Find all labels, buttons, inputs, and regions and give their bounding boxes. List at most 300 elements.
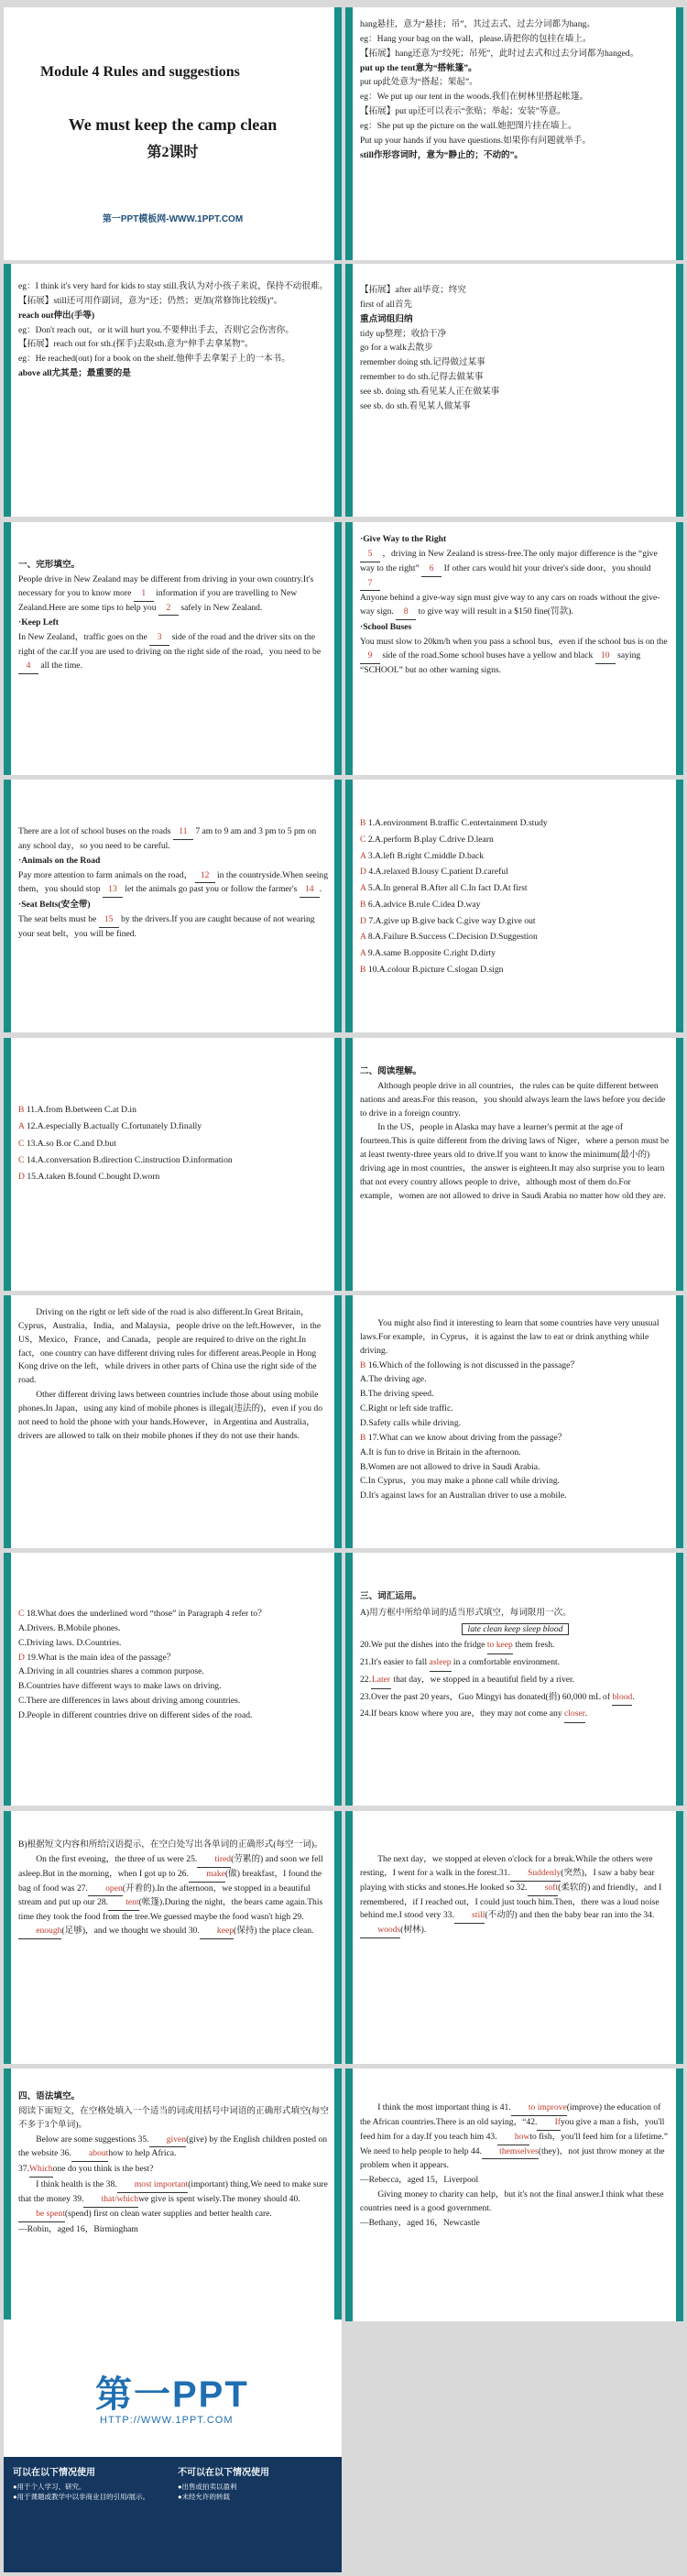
paragraph [18,2178,329,2222]
options: 2.A.perform B.play C.drive D.learn [367,834,494,845]
text-line: put up此处意为“搭起；架起”。 [360,77,478,88]
paragraph [18,573,329,617]
blank-9: 9 [360,649,380,664]
option-row [360,914,671,930]
text: On the first evening，the three of us were 25. [36,1853,198,1864]
paragraph: In the US，people in Alaska may have a learner's permit at the age of fourteen.This is quite different from the driving laws of Niger，where a person must be at least twenty-three years old to drive.If you want to know the minimum(最小的) driving age in most countries，the answer is eighteen.It may also surprise you to learn that not every country allows people to drive，although most of them do.For example，women are not allowed to drive in Saudi Arabia no matter how old they are. [360,1122,670,1201]
slide-reading-3 [345,1295,683,1548]
instruction: A)用方框中所给单词的适当形式填空，每词限用一次。 [360,1607,572,1618]
text-line: hang悬挂，意为“悬挂；吊”，其过去式、过去分词都为hang。 [360,19,595,29]
option: A.The driving age. [360,1374,427,1385]
options: 7.A.give up B.give back C.give way D.give out [368,915,536,926]
options: 10.A.colour B.picture C.slogan D.sign [367,965,504,976]
slide-border [676,7,683,260]
blank-6: 6 [421,562,442,577]
slide-vocab-still [4,264,342,517]
text: in a comfortable environment. [453,1657,561,1668]
text: 7 am to 9 am and 3 pm to 5 pm on any school day，so you need to be careful. [18,826,317,851]
option-row [360,816,671,832]
answer: blood [612,1690,632,1707]
answer-32: soft [528,1882,559,1896]
options: 15.A.taken B.found C.bought D.worn [27,1172,160,1183]
slide-border [4,264,11,517]
slide-border [345,1811,353,2064]
answer-38: most important [117,2178,189,2193]
module-heading: Module 4 Rules and suggestions [40,64,240,80]
text: (帐篷).During the night，the bears came again.This time they took the food from the tree.We guessed maybe the food wasn't high 29. [18,1897,323,1923]
question [18,1608,329,1621]
option: A.It is fun to drive in Britain in the afternoon. [360,1446,521,1457]
word-box: late clean keep sleep blood [462,1623,570,1635]
slide-border [334,264,342,517]
paragraph: Driving on the right or left side of the road is also different.In Great Britain，Cyprus，Australia，India，and Malaysia，people drive on the left.However，in the US，Mexico，France，and Canada，people are required to drive on the right.In fact，one country can have different driving rules for different areas.People in Hong Kong drive on the left，while drivers in other parts of China use the right side of the road. [18,1307,322,1386]
text: (做) breakfast，I found the bag of food was 27. [18,1868,322,1894]
answer: A [360,932,366,943]
options: 1.A.environment B.traffic C.entertainment D.study [367,818,548,828]
text: safely in New Zealand. [180,602,263,613]
option-row [360,881,671,897]
text-line: eg：Hang your bag on the wall，please.请把你的包挂在墙上。 [360,33,592,44]
subheading: ·Keep Left [18,617,59,628]
disallowed-line: ●未经允许的转载 [178,2493,231,2501]
slide-border [4,1038,11,1291]
slide-border [345,7,353,260]
text-line: 【拓展】reach out for sth.(探手)去取sth.意为“伸手去拿某物”。 [18,339,254,350]
brand-logo: 第一PPT [95,2374,249,2415]
blank-3: 3 [149,631,169,646]
option: A.Drivers. B.Mobile phones. [18,1622,121,1633]
text: to give way will result in a $150 fine(罚款). [418,606,573,617]
text-line: 【拓展】put up还可以表示“张贴；举起；安装”等意。 [360,106,566,117]
slide-border [4,1553,11,1806]
text: all the time. [40,660,82,671]
text: I think health is the 38. [36,2179,117,2190]
slide-border [334,1553,342,1806]
answer-30: keep [200,1925,234,1939]
text: The next day，we stopped at eleven o'clock for a break.While the others were resting，I went for a walk in the forest.31. [360,1854,653,1878]
answer-37: Which [29,2163,53,2178]
question [360,1432,671,1446]
question-text: 18.What does the underlined word “those” in Paragraph 4 refer to？ [26,1609,267,1619]
slide-border [334,780,342,1032]
text-line: remember to do sth.记得去做某事 [360,372,484,383]
disallowed-line: ●出售或拍卖以盈利 [178,2483,237,2491]
answer: D [18,1652,25,1663]
slide-content [360,1853,671,1939]
answer: C [18,1609,25,1619]
paragraph [18,2134,329,2163]
slide-border [4,780,11,1032]
slide-content [360,816,671,979]
option-row [18,1152,329,1168]
subheading: ·Seat Belts(安全带) [18,900,91,911]
answer-33: still [454,1909,485,1924]
item [360,1655,671,1672]
text: 22. [360,1674,371,1685]
slide-grammar-1 [4,2068,342,2321]
options: 3.A.left B.right C.middle D.back [367,850,485,861]
options: 12.A.especially B.actually C.fortunately D.finally [26,1121,202,1132]
text: information if you are travelling to New Zealand.Here are some tips to help you [18,587,298,613]
options: 6.A.advice B.rule C.idea D.way [367,899,481,910]
slide-border [345,264,353,517]
text-line: see sb. do sth.看见某人做某事 [360,400,471,411]
slide-border [345,2068,353,2321]
slide-cloze-1 [4,522,342,775]
option-row [360,865,671,880]
text-line: 【拓展】hang还意为“绞死；吊死”，此时过去式和过去分词都为hanged。 [360,48,639,59]
slide-border [676,1295,683,1548]
text-line: go for a walk去散步 [360,343,433,354]
slide-cloze-2 [345,522,683,775]
slide-border [4,1295,11,1548]
subheading: ·Give Way to the Right [360,534,447,544]
blank-4: 4 [18,660,38,674]
paragraph [18,1853,329,1939]
text: one do you think is the best? [52,2164,154,2175]
slide-cloze-3 [4,780,342,1032]
option-row [18,1136,329,1152]
paragraph [360,1853,671,1938]
option-row [360,849,671,865]
text: (劳累的) and soon we fell asleep.But in the morning，when I got up to 26. [18,1853,323,1879]
section-heading: 二、阅读理解。 [360,1066,422,1076]
lesson-title: We must keep the camp clean [68,115,278,134]
paragraph: Other different driving laws between countries include those about using mobile phones.In Japan，using any kind of mobile phones is illegal(违法的)，even if you do not need to hold the phone with your hands.However，in Argentina and Australia，drivers are allowed to talk on their mobile phones if they do not use their hands. [18,1390,322,1441]
answer-26: make [189,1868,225,1883]
option-row [360,946,671,962]
item [360,1673,671,1689]
slide-vocab-use-b1 [4,1811,342,2064]
slide-cloze-options-1 [345,780,683,1032]
answer: asleep [430,1655,452,1672]
answer-31: Suddenly [510,1867,561,1882]
options: 14.A.conversation B.direction C.instruction D.information [26,1154,233,1165]
option-row [18,1169,329,1184]
question [360,1359,671,1373]
text: 23.Over the past 20 years，Guo Mingyi has donated(捐) 60,000 mL of [360,1691,611,1702]
text-line: eg：She put up the picture on the wall.她把图片挂在墙上。 [360,121,577,132]
paragraph [360,548,671,592]
blank-1: 1 [134,587,154,602]
answer-27: open [88,1883,123,1897]
option: C.Driving laws. D.Countries. [18,1637,122,1648]
slide-border [676,1553,683,1806]
answer: closer [564,1707,585,1723]
text: how to help Africa. [108,2148,177,2159]
options: 11.A.from B.between C.at D.in [26,1105,136,1115]
signature: —Bethany，aged 16，Newcastle [360,2217,480,2228]
slide-border [334,1811,342,2064]
slide-content [360,2101,671,2232]
option-row [360,833,671,848]
text: (they)，not just throw money at the problem when it appears. [360,2145,665,2171]
item: 24.If bears know where you are，they may not come any closer. [360,1707,671,1723]
option: B.Countries have different ways to make laws on driving. [18,1681,222,1692]
text: People drive in New Zealand may be different from driving in your own country.It's necessary for you to know more [18,573,314,598]
slide-border [334,1295,342,1548]
slide-border [676,1811,683,2064]
text: (保持) the place clean. [234,1926,314,1937]
text-line: first of all首先 [360,299,413,310]
slide-cloze-options-2 [4,1038,342,1291]
answer: Later [371,1673,391,1689]
slide-reading-1 [345,1038,683,1291]
answer-39: that/which [83,2193,138,2208]
text: saying “SCHOOL” but no other warning signs. [360,649,641,675]
options: 5.A.In general B.After all C.In fact D.At first [367,883,528,894]
blank-8: 8 [396,606,416,620]
slide-vocab-use-b2 [345,1811,683,2064]
answer: to keep [487,1638,513,1654]
option-row [18,1119,329,1134]
text: 37. [18,2164,29,2175]
option: A.Driving in all countries shares a common purpose. [18,1666,204,1677]
item: 23.Over the past 20 years，Guo Mingyi has donated(捐) 60,000 mL of blood. [360,1690,671,1707]
text: (树林). [400,1925,427,1936]
text: we give is spent wisely.The money should 40. [138,2194,300,2205]
slide-reading-2 [4,1295,342,1548]
usage-panel [4,2457,342,2572]
slide-title [4,7,342,260]
question-text: 17.What can we know about driving from the passage？ [367,1432,567,1443]
blank-15: 15 [99,913,119,928]
text: Pay more attention to farm animals on the road， [18,869,193,880]
option: C.Right or left side traffic. [360,1403,453,1414]
slide-border [4,522,11,775]
item [360,1638,671,1654]
answer-28: tent [108,1896,139,1911]
text: (足够)，and we thought we should 30. [61,1926,200,1937]
answer: A [360,850,366,861]
text: In New Zealand，traffic goes on the [18,632,147,643]
text: If other cars would hit your driver's side door，you should [443,562,651,573]
text-line: eg：Don't reach out，or it will hurt you.不要伸出手去，否则它会伤害你。 [18,324,294,335]
blank-11: 11 [173,825,193,840]
slide-border [676,264,683,517]
answer: D [360,915,366,926]
text: by the drivers.If you are caught because of not wearing your seat belt，you will be fined. [18,914,315,940]
option: C.There are differences in laws about driving among countries. [18,1696,241,1707]
slide-border [345,1038,353,1291]
slide-reading-4 [4,1553,342,1806]
options: 8.A.Failure B.Success C.Decision D.Suggestion [367,932,538,943]
text: (开着的).In the afternoon，we stopped in a beautiful stream and put up our 28. [18,1883,311,1908]
answer-44: themselves [482,2145,539,2160]
text: Anyone behind a give-way sign must give way to any cars on roads without the give-way sign. [360,593,660,617]
text: (柔软的) and friendly，and I remembered，if I reached out，I could just touch him.Then，there was a loud noise behind me.I stood very 33. [360,1882,662,1921]
paragraph [360,636,671,678]
answer: A [360,883,366,894]
paragraph [18,2163,329,2178]
options: 9.A.same B.opposite C.right D.dirty [367,948,496,959]
slide-border [334,2068,342,2321]
answer-36: about [71,2147,109,2162]
answer: D [360,867,366,878]
slide-border [334,522,342,775]
slide-content [18,1839,329,1940]
answer: B [360,965,366,976]
answer-42: If [537,2116,561,2131]
answer: B [360,1359,366,1370]
paragraph [360,592,671,620]
text: let the animals go past you or follow the farmer's [125,884,298,895]
text: There are a lot of school buses on the roads [18,826,171,836]
paragraph: You might also find it interesting to learn that some countries have very unusual laws.For example，in Cyprus，it is against the law to eat or drink anything while driving. [360,1318,660,1356]
blank-5: 5 [360,548,380,562]
answer: B [18,1105,25,1115]
answer: A [360,948,366,959]
text: side of the road and the driver sits on the right of the car.If you are used to driving on the right side of the road，you need to be [18,632,322,658]
disallowed-column [178,2464,324,2502]
text: side of the road.Some school buses have a yellow and black [382,649,594,660]
slide-border [676,1038,683,1291]
disallowed-title: 不可以在以下情况使用 [178,2468,269,2478]
text: in the countryside.When seeing them，you should stop [18,869,328,895]
option: B.The driving speed. [360,1389,434,1400]
answer-34: woods [360,1924,400,1938]
text-line: 【拓展】still还可用作副词，意为“还；仍然；更加(常修饰比较级)”。 [18,295,283,306]
text: (important) thing.We need to make sure that the money 39. [18,2179,328,2205]
slide-content [18,280,329,382]
blank-14: 14 [300,883,320,898]
answer: B [360,1432,366,1443]
slide-border [676,522,683,775]
slide-content [360,1065,671,1205]
text: you give a man a fish，you'll feed him for a day.If you teach him 43. [360,2116,665,2142]
option-row [18,1102,329,1118]
text: Below are some suggestions 35. [36,2134,149,2145]
signature: —Rebecca，aged 15，Liverpool [360,2175,479,2186]
paragraph [18,825,329,854]
text: 20.We put the dishes into the fridge [360,1640,485,1651]
slide-phrases [345,264,683,517]
text-line: put up the tent意为“搭帐篷”。 [360,62,477,73]
text-line: Put up your hands if you have questions.如果你有问题就举手。 [360,135,592,146]
text: (improve) the education of the African countries.There is an old saying，“42. [360,2102,661,2127]
text-line: see sb. doing sth.看见某人正在做某事 [360,387,500,398]
options: 13.A.so B.or C.and D.but [26,1138,116,1149]
text-line: eg：We put up our tent in the woods.我们在树林里搭起帐篷。 [360,92,589,103]
blank-12: 12 [195,869,215,884]
slide-content [18,1102,329,1185]
allowed-line: ●用于个人学习、研究。 [13,2483,86,2491]
slide-content [360,533,671,679]
slide-border [345,780,353,1032]
option-row [360,930,671,945]
slide-border [345,1295,353,1548]
text-line: tidy up整理；收拾干净 [360,328,447,339]
text: (不动的) and then the baby bear ran into the 34. [485,1910,655,1921]
text: I think the most important thing is 41. [377,2102,511,2112]
brand-url: HTTP://WWW.1PPT.COM [100,2415,234,2426]
answer: C [360,834,366,845]
slide-content [18,825,329,943]
slide-border [4,2068,11,2321]
section-heading: 三、词汇运用。 [360,1591,422,1601]
slide-content [360,284,671,415]
text-line: eg：He reached(out) for a book on the shelf.他伸手去拿架子上的一本书。 [18,354,290,365]
allowed-title: 可以在以下情况使用 [13,2468,95,2478]
option-row [360,963,671,978]
text-line: 【拓展】after all毕竟；终究 [360,285,466,295]
options: 4.A.relaxed B.lousy C.patient D.careful [368,867,508,878]
slide-vocab-use-a [345,1553,683,1806]
text: You must slow to 20km/h when you pass a school bus，even if the school bus is on the [360,637,668,648]
lesson-number: 第2课时 [147,145,199,160]
answer: C [18,1154,25,1165]
slide-logo [4,2319,342,2572]
allowed-line: ●用于课题或教学中以非商业目的引用/展示。 [13,2493,150,2501]
text-line: remember doing sth.记得做过某事 [360,357,485,368]
text: (give) by the English children posted on the website 36. [18,2134,328,2159]
text-line: 重点词组归纳 [360,313,413,324]
text: to fish，you'll feed him for a lifetime.” We need to help people to help 44. [360,2131,669,2156]
slide-content [360,1317,671,1504]
answer: A [18,1121,25,1132]
slide-grammar-2 [345,2068,683,2321]
text: (突然)，I saw a baby bear playing with sticks and stones.He looked so 32. [360,1867,655,1893]
question-text: 19.What is the main idea of the passage？ [27,1652,176,1663]
slide-border [345,1553,353,1806]
paragraph: Pay more attention to farm animals on the road， 12 in the countryside.When seeing them，you should stop 13 let the animals go past you or follow the farmer's 14 . [18,869,329,899]
answer: B [360,818,366,828]
answer-40: be spent [18,2208,65,2222]
slide-content [360,1589,671,1724]
paragraph: Giving money to charity can help，but it's not the final answer.I think what these countries need is a good government. [360,2189,664,2214]
slide-vocab-hang [345,7,683,260]
slide-content [360,18,671,164]
answer-41: to improve [511,2101,567,2116]
answer: B [360,899,366,910]
blank-10: 10 [595,649,616,664]
answer-43: how [497,2131,530,2145]
answer-29: enough [18,1925,61,1939]
text: (spend) first on clean water supplies and better health care. [64,2208,272,2219]
text-line: eg：I think it's very hard for kids to stay still.我认为对小孩子来说，保持不动很难。 [18,281,329,291]
section-heading: 四、语法填空。 [18,2091,81,2101]
slide-border [4,1811,11,2064]
subheading: ·Animals on the Road [18,855,101,866]
question-text: 16.Which of the following is not discussed in the passage？ [367,1359,580,1370]
slide-content [18,1306,329,1445]
slide-border [345,522,353,775]
signature: —Robin，aged 16，Birmingham [18,2223,138,2234]
slide-border [676,2068,683,2321]
subheading: ·School Buses [360,622,412,633]
slide-border [334,1038,342,1291]
text: 24.If bears know where you are，they may not come any [360,1708,562,1719]
text: them fresh. [515,1640,555,1651]
question [18,1652,329,1665]
answer-35: given [149,2134,187,2148]
option-row [360,898,671,913]
section-heading: 一、完形填空。 [18,560,81,570]
text-line: above all尤其是；最重要的是 [18,368,131,379]
slide-border [676,780,683,1032]
text: that day，we stopped in a beautiful field by a river. [393,1674,575,1685]
paragraph: Although people drive in all countries，the rules can be quite different between nations and areas.For this reason，you should always learn the laws before you decide to drive in a foreign country. [360,1080,666,1119]
blank-7: 7 [360,577,380,592]
option: D.People in different countries drive on different sides of the road. [18,1710,253,1721]
option: C.In Cyprus，you may make a phone call while driving. [360,1476,560,1487]
slide-content [18,2090,329,2238]
blank-2: 2 [158,602,179,617]
text-line: still作形容词时，意为“静止的；不动的”。 [360,149,524,160]
blank-13: 13 [103,883,123,898]
text: 21.It's easier to fall [360,1657,428,1668]
slide-content [18,1608,329,1724]
